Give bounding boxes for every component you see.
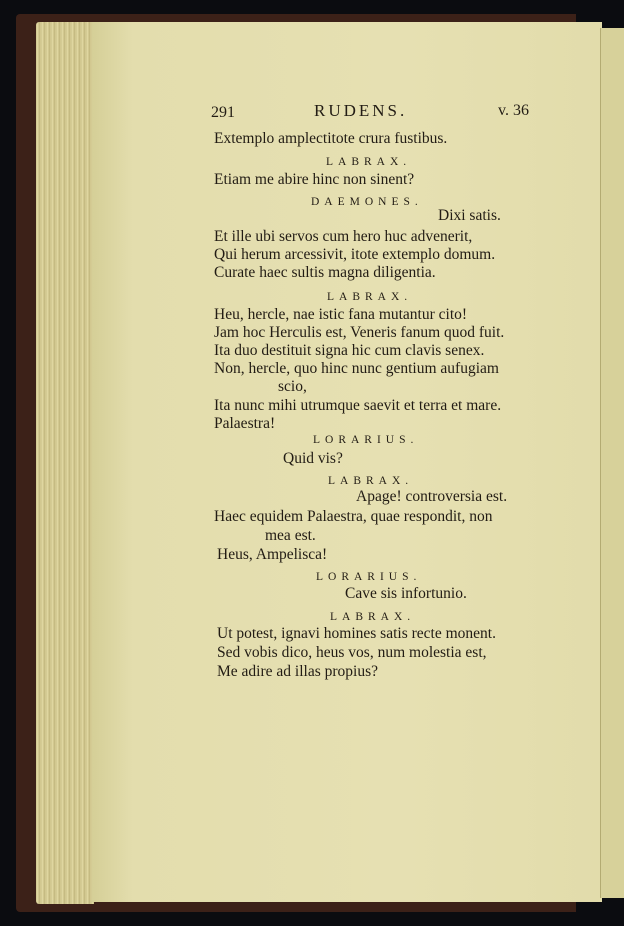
- verse-line: Ut potest, ignavi homines satis recte monent.: [217, 625, 496, 642]
- verse-line: Etiam me abire hinc non sinent?: [214, 171, 415, 188]
- verse-reference: v. 36: [498, 102, 529, 119]
- running-title: RUDENS.: [314, 101, 408, 120]
- verse-line: Ita duo destituit signa hic cum clavis senex.: [214, 342, 485, 359]
- verse-line: Curate haec sultis magna diligentia.: [214, 264, 436, 281]
- verse-line: Dixi satis.: [438, 207, 501, 224]
- verse-line: Me adire ad illas propius?: [217, 663, 378, 680]
- speaker-name: LABRAX.: [327, 291, 413, 303]
- verse-line: Et ille ubi servos cum hero huc advenerit,: [214, 228, 473, 245]
- verse-line: Apage! controversia est.: [356, 488, 508, 505]
- speaker-name: LABRAX.: [330, 611, 416, 623]
- page-number: 291: [211, 104, 235, 121]
- verse-line: Heu, hercle, nae istic fana mutantur cito!: [214, 306, 468, 323]
- verse-line: Extemplo amplectitote crura fustibus.: [214, 130, 448, 147]
- speaker-name: LABRAX.: [326, 156, 412, 168]
- speaker-name: DAEMONES.: [311, 196, 423, 208]
- verse-line: Jam hoc Herculis est, Veneris fanum quod fuit.: [214, 324, 505, 341]
- verse-line: scio,: [278, 378, 307, 395]
- verse-line: Palaestra!: [214, 415, 276, 432]
- verse-line: Sed vobis dico, heus vos, num molestia est,: [217, 644, 487, 661]
- verse-line: Haec equidem Palaestra, quae respondit, non: [214, 508, 493, 525]
- speaker-name: LORARIUS.: [316, 571, 422, 583]
- speaker-name: LABRAX.: [328, 475, 414, 487]
- speaker-name: LORARIUS.: [313, 434, 419, 446]
- verse-line: Qui herum arcessivit, itote extemplo domum.: [214, 246, 496, 263]
- verse-line: Ita nunc mihi utrumque saevit et terra et mare.: [214, 397, 502, 414]
- verse-line: Non, hercle, quo hinc nunc gentium aufugiam: [214, 360, 499, 377]
- verse-line: Heus, Ampelisca!: [217, 546, 328, 563]
- verse-line: Quid vis?: [283, 450, 343, 467]
- verse-line: Cave sis infortunio.: [345, 585, 467, 602]
- verse-line: mea est.: [265, 527, 316, 544]
